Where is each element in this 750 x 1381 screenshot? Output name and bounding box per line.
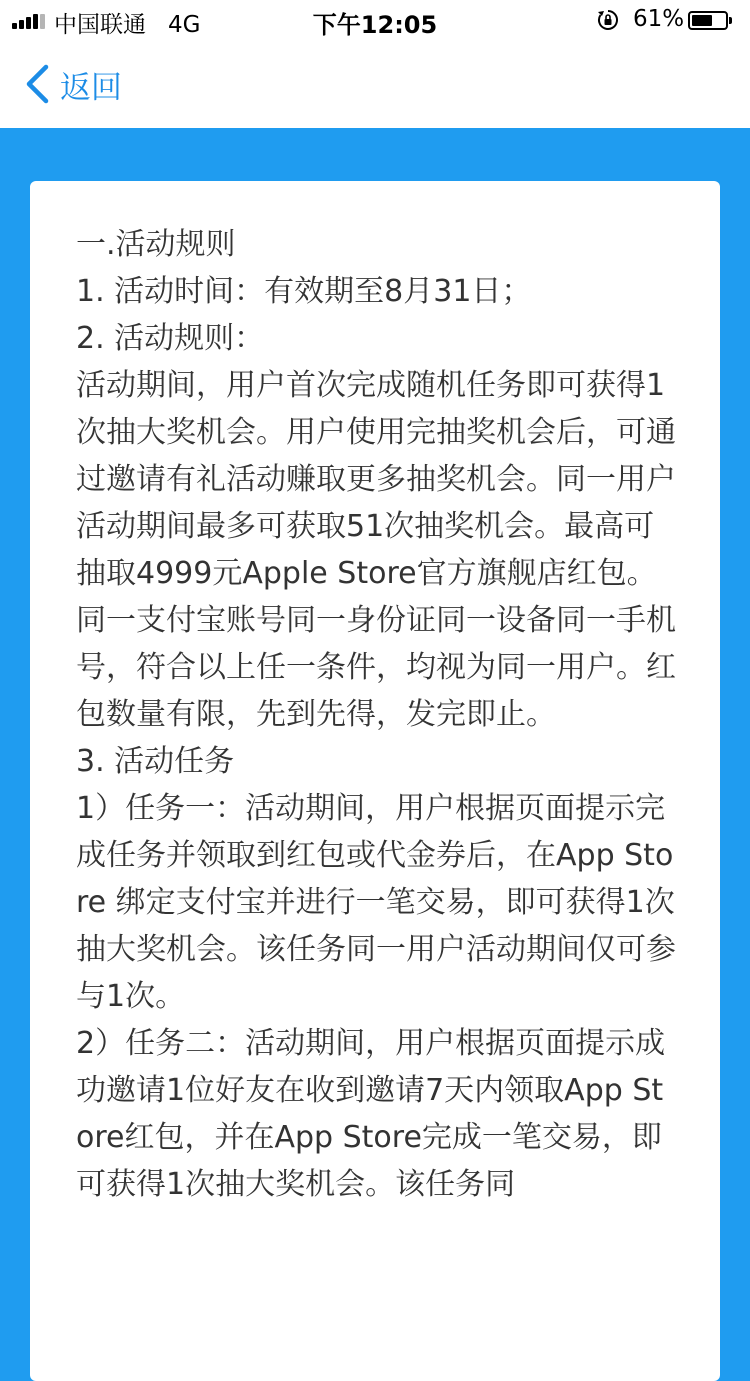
- rules-content: [76, 221, 680, 1208]
- status-time: 下午12:05: [312, 11, 438, 39]
- rules-paragraph: 活动期间，用户首次完成随机任务即可获得1次抽大奖机会。用户使用完抽奖机会后，可通过邀请有礼活动赚取更多抽奖机会。同一用户活动期间最多可获取51次抽奖机会。最高可抽取4999元Apple Store官方旗舰店红包。: [76, 368, 676, 591]
- orientation-lock-icon: [597, 9, 619, 31]
- status-bar: [0, 0, 750, 40]
- battery-percent: 61%: [633, 6, 685, 32]
- back-button[interactable]: [24, 60, 122, 108]
- back-label: 返回: [60, 69, 122, 106]
- rules-paragraph: 同一支付宝账号同一身份证同一设备同一手机号，符合以上任一条件，均视为同一用户。红包数量有限，先到先得，发完即止。: [76, 603, 676, 732]
- rules-card: [30, 181, 720, 1381]
- carrier-name: 中国联通: [54, 12, 146, 38]
- network-type: 4G: [167, 12, 201, 38]
- battery-icon: [688, 11, 728, 30]
- navigation-bar: [0, 40, 750, 128]
- rules-item: 3. 活动任务: [76, 744, 235, 779]
- chevron-left-icon: [24, 64, 50, 104]
- rules-paragraph: 1）任务一：活动期间，用户根据页面提示完成任务并领取到红包或代金券后，在App Store 绑定支付宝并进行一笔交易，即可获得1次抽大奖机会。该任务同一用户活动期间仅可参与1次。: [76, 791, 676, 1014]
- rules-paragraph: 2）任务二：活动期间，用户根据页面提示成功邀请1位好友在收到邀请7天内领取App Store红包，并在App Store完成一笔交易，即可获得1次抽大奖机会。该任务同: [76, 1026, 666, 1202]
- rules-item: 2. 活动规则：: [76, 321, 265, 356]
- rules-heading: 一.活动规则: [76, 227, 236, 262]
- rules-item: 1. 活动时间：有效期至8月31日；: [76, 274, 532, 309]
- battery-tip: [729, 17, 732, 24]
- battery-fill: [692, 15, 712, 26]
